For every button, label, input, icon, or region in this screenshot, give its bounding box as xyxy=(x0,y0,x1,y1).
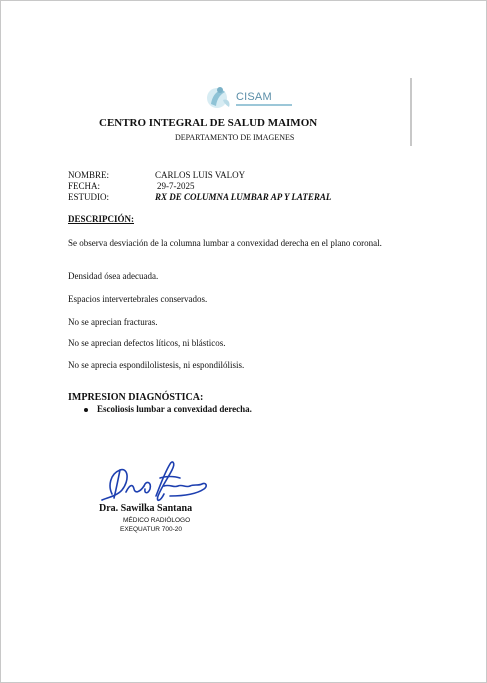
study-label: ESTUDIO: xyxy=(68,192,109,202)
doctor-license: EXEQUATUR 700-20 xyxy=(120,526,183,533)
handwritten-signature xyxy=(100,456,210,508)
description-paragraph: No se aprecia espondilolistesis, ni espondilólisis. xyxy=(68,360,245,370)
description-paragraph: No se aprecian defectos líticos, ni blásticos. xyxy=(68,338,226,348)
doctor-title: MÉDICO RADIÓLOGO xyxy=(123,517,191,524)
date-value: 29-7-2025 xyxy=(157,181,195,191)
department-name: DEPARTAMENTO DE IMAGENES xyxy=(175,133,295,142)
description-paragraph: No se aprecian fracturas. xyxy=(68,317,158,327)
impression-title: IMPRESION DIAGNÓSTICA: xyxy=(68,392,204,403)
name-value: CARLOS LUIS VALOY xyxy=(155,170,246,180)
header-divider xyxy=(410,78,412,146)
description-paragraph: Densidad ósea adecuada. xyxy=(68,271,159,281)
impression-item xyxy=(84,404,252,414)
description-title: DESCRIPCIÓN: xyxy=(68,214,135,224)
description-paragraph: Se observa desviación de la columna lumbar a convexidad derecha en el plano coronal. xyxy=(68,238,382,248)
logo-tagline-bar xyxy=(236,104,292,106)
date-label: FECHA: xyxy=(68,181,101,191)
impression-list xyxy=(84,404,252,414)
bullet-icon xyxy=(84,408,88,412)
impression-item-text: Escoliosis lumbar a convexidad derecha. xyxy=(97,404,252,414)
name-label: NOMBRE: xyxy=(68,170,110,180)
doctor-name: Dra. Sawilka Santana xyxy=(99,503,193,514)
description-paragraph: Espacios intervertebrales conservados. xyxy=(68,294,208,304)
center-name: CENTRO INTEGRAL DE SALUD MAIMON xyxy=(99,117,318,129)
study-value: RX DE COLUMNA LUMBAR AP Y LATERAL xyxy=(155,192,332,202)
logo-text: CISAM xyxy=(236,91,272,103)
